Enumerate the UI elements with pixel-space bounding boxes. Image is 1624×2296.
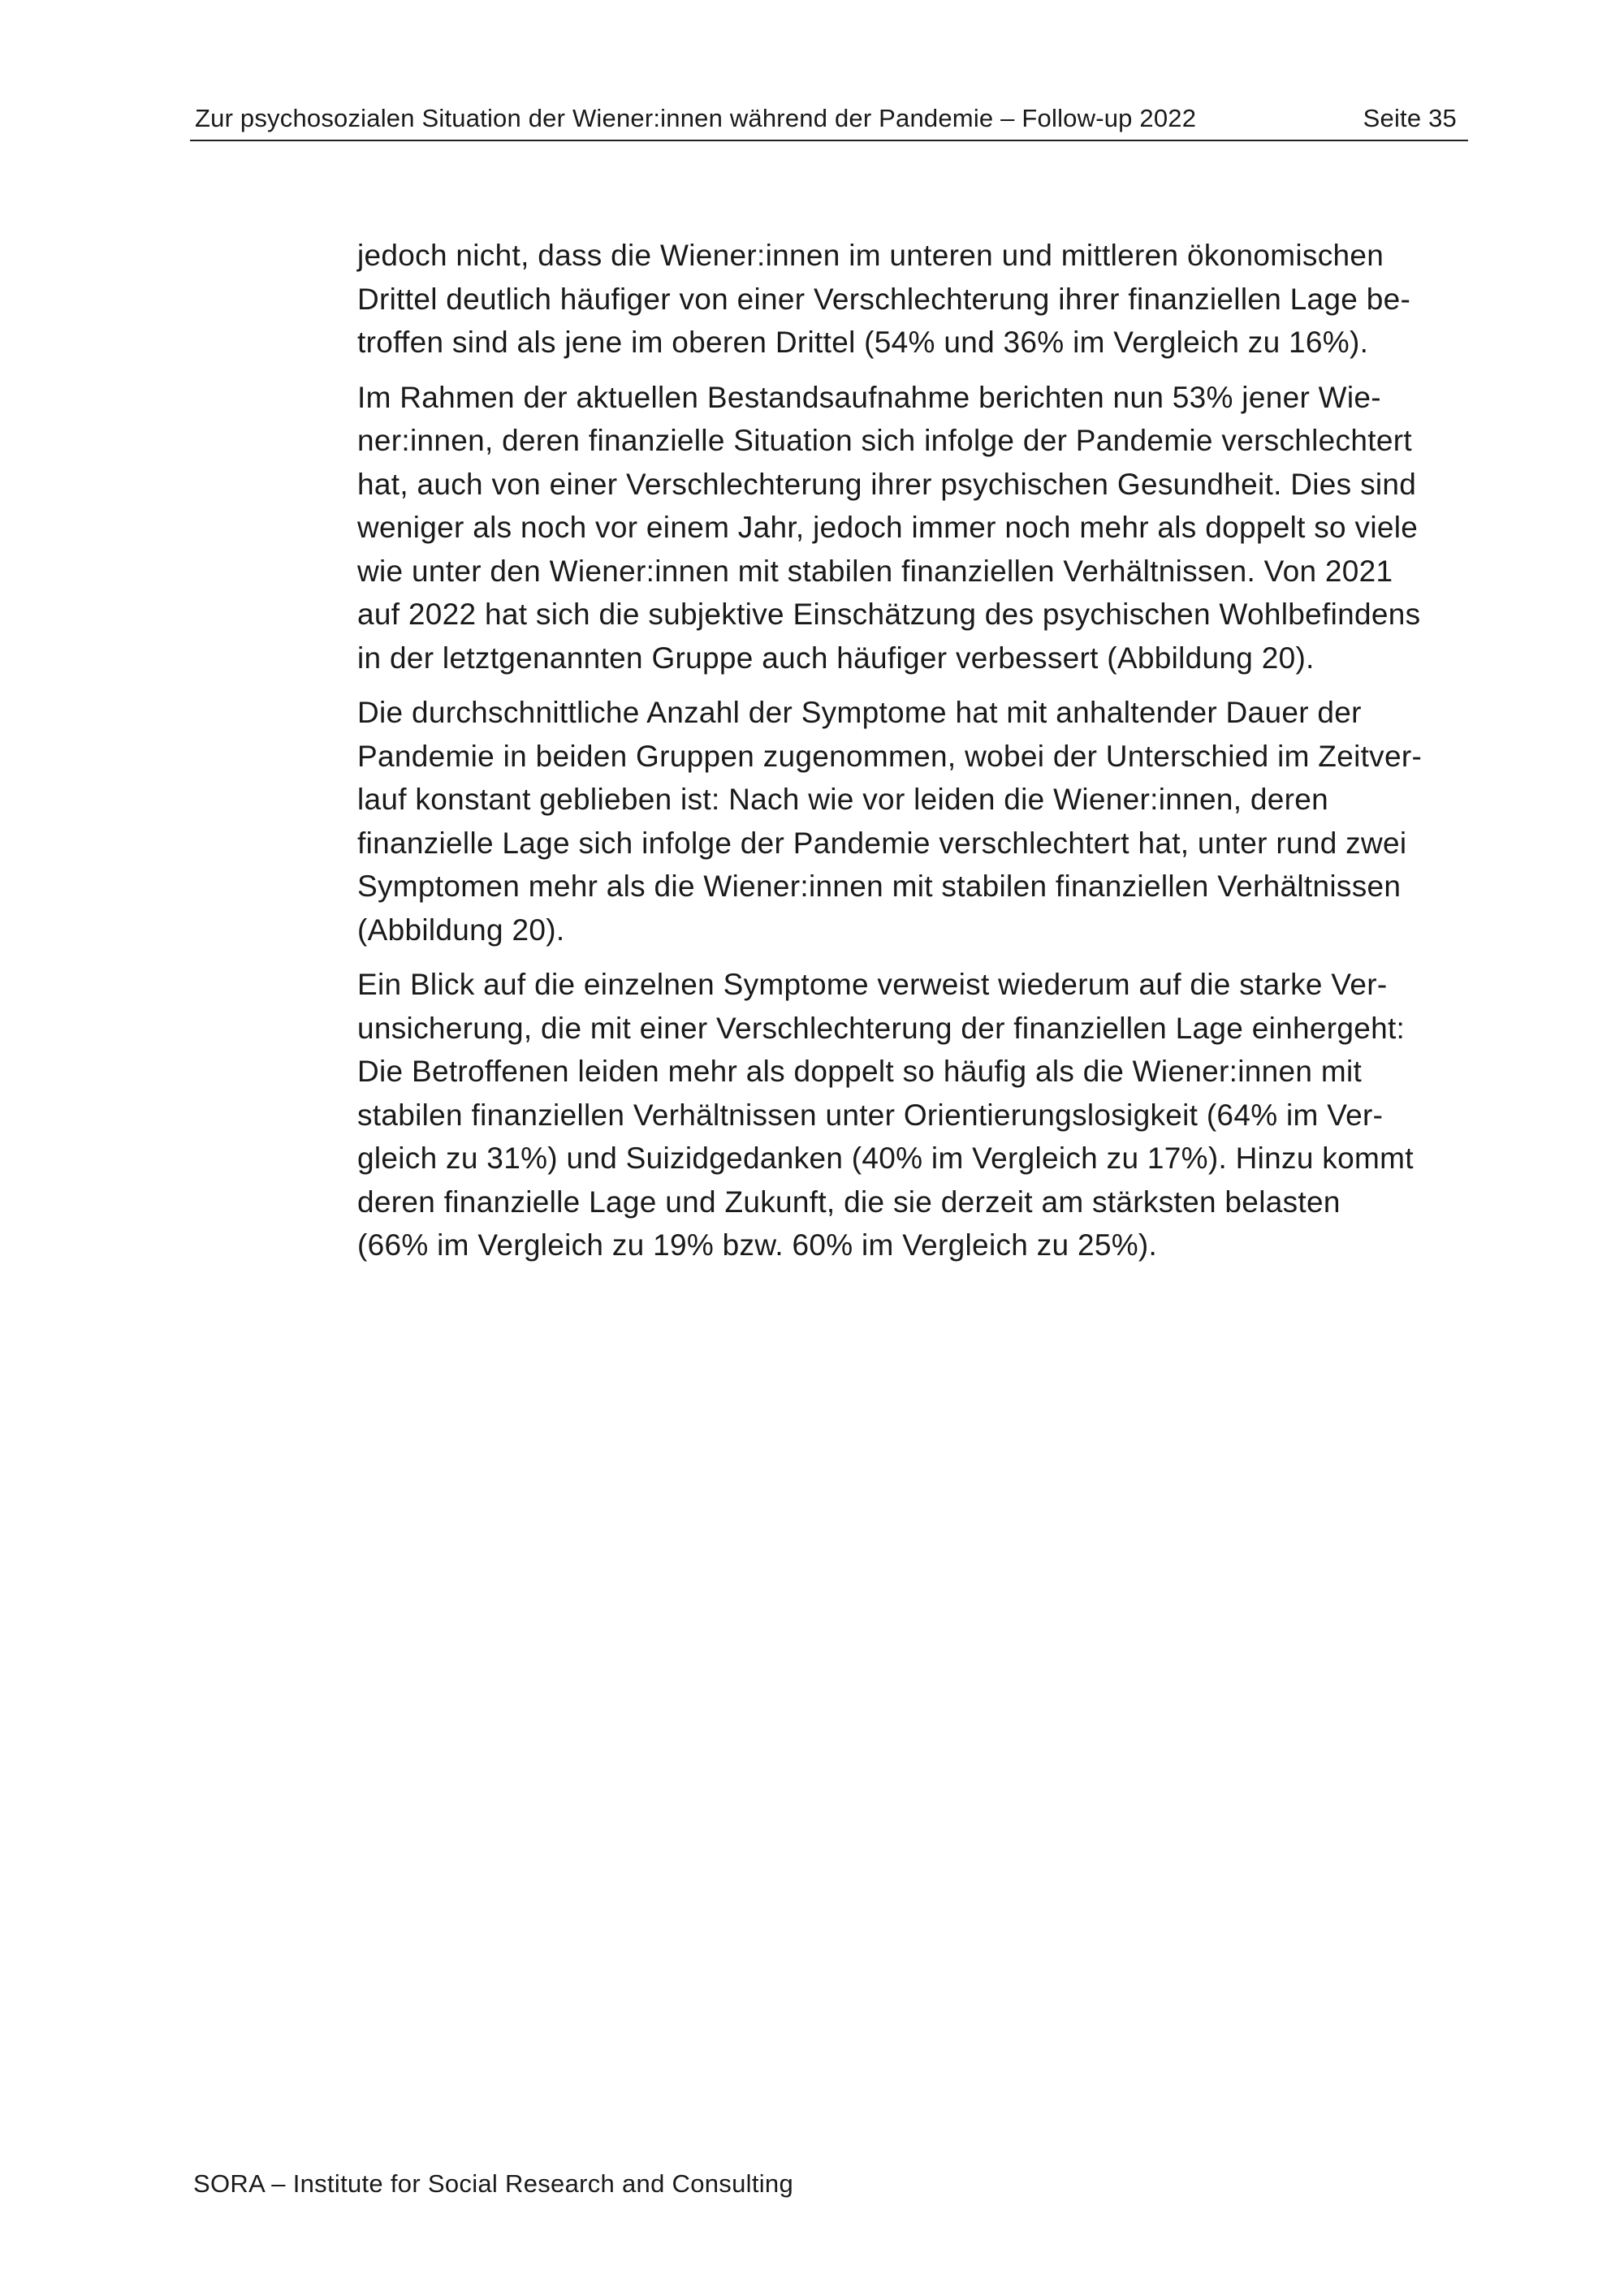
page-footer: SORA – Institute for Social Research and Consulting (193, 2169, 794, 2198)
text-line: Ein Blick auf die einzelnen Symptome verweist wiederum auf die starke Ver- (357, 968, 1388, 1001)
paragraph (357, 691, 1470, 952)
paragraph (357, 234, 1470, 365)
text-line: Pandemie in beiden Gruppen zugenommen, wobei der Unterschied im Zeitver- (357, 739, 1423, 773)
text-line: wie unter den Wiener:innen mit stabilen finanziellen Verhältnissen. Von 2021 (357, 554, 1393, 588)
body-text (357, 234, 1470, 1279)
text-line: in der letztgenannten Gruppe auch häufiger verbessert (Abbildung 20). (357, 641, 1315, 675)
paragraph (357, 963, 1470, 1267)
text-line: ner:innen, deren finanzielle Situation sich infolge der Pandemie verschlechtert (357, 424, 1412, 457)
page-number: Seite 35 (1363, 104, 1457, 132)
text-line: troffen sind als jene im oberen Drittel (54% und 36% im Vergleich zu 16%). (357, 326, 1369, 359)
running-header (190, 101, 1468, 141)
text-line: jedoch nicht, dass die Wiener:innen im unteren und mittleren ökonomischen (357, 239, 1384, 272)
text-line: finanzielle Lage sich infolge der Pandemie verschlechtert hat, unter rund zwei (357, 826, 1407, 860)
text-line: gleich zu 31%) und Suizidgedanken (40% im Vergleich zu 17%). Hinzu kommt (357, 1142, 1414, 1175)
document-title: Zur psychosozialen Situation der Wiener:innen während der Pandemie – Follow-up 2022 (195, 104, 1197, 132)
text-line: unsicherung, die mit einer Verschlechterung der finanziellen Lage einhergeht: (357, 1011, 1406, 1045)
text-line: Symptomen mehr als die Wiener:innen mit stabilen finanziellen Verhältnissen (357, 870, 1402, 903)
text-line: hat, auch von einer Verschlechterung ihrer psychischen Gesundheit. Dies sind (357, 467, 1417, 501)
text-line: Im Rahmen der aktuellen Bestandsaufnahme berichten nun 53% jener Wie- (357, 380, 1381, 414)
text-line: deren finanzielle Lage und Zukunft, die sie derzeit am stärksten belasten (357, 1185, 1341, 1219)
text-line: auf 2022 hat sich die subjektive Einschätzung des psychischen Wohlbefindens (357, 598, 1421, 631)
text-line: lauf konstant geblieben ist: Nach wie vor leiden die Wiener:innen, deren (357, 783, 1329, 816)
text-line: Die Betroffenen leiden mehr als doppelt so häufig als die Wiener:innen mit (357, 1055, 1363, 1088)
paragraph (357, 376, 1470, 680)
text-line: (Abbildung 20). (357, 913, 565, 947)
text-line: stabilen finanziellen Verhältnissen unter Orientierungslosigkeit (64% im Ver- (357, 1098, 1384, 1132)
text-line: Die durchschnittliche Anzahl der Symptome hat mit anhaltender Dauer der (357, 696, 1362, 729)
text-line: weniger als noch vor einem Jahr, jedoch immer noch mehr als doppelt so viele (357, 511, 1419, 544)
text-line: Drittel deutlich häufiger von einer Verschlechterung ihrer finanziellen Lage be- (357, 282, 1411, 316)
text-line: (66% im Vergleich zu 19% bzw. 60% im Vergleich zu 25%). (357, 1228, 1158, 1262)
